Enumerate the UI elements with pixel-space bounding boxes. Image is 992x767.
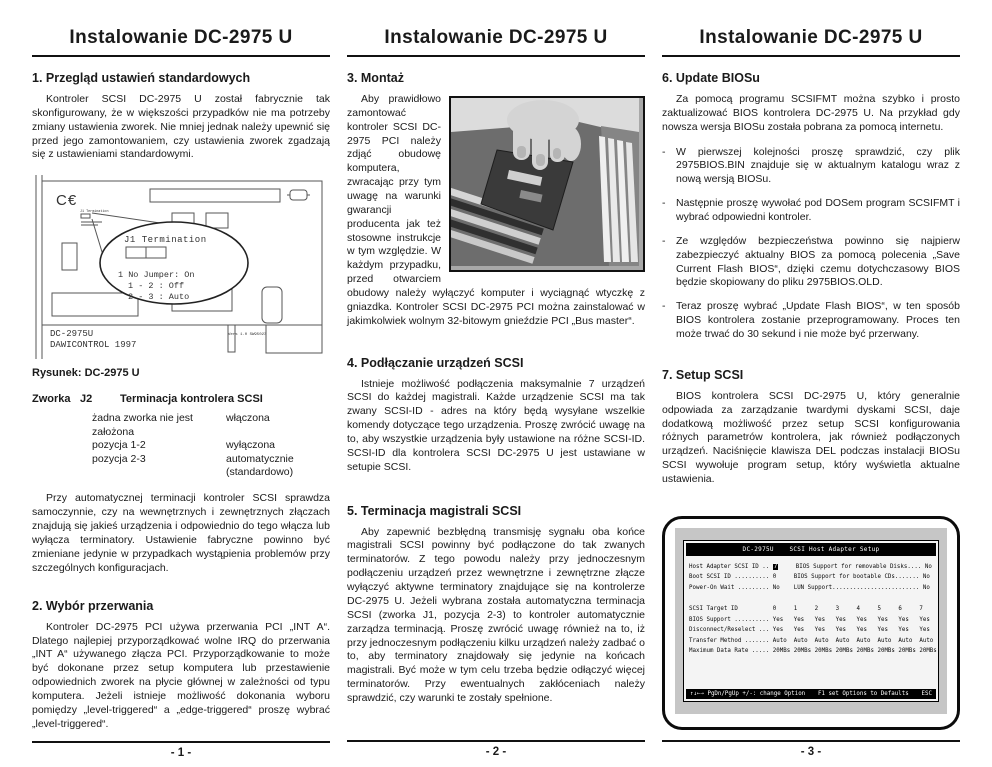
installation-photo	[449, 96, 645, 272]
section-6-paragraph: Za pomocą programu SCSIFMT można szybko i prosto zaktualizować BIOS kontrolera DC-2975 U. Na przykład gdy nowsza wersja BIOSu została pobrana za pomocą internetu.	[662, 93, 960, 133]
section-3-title: 3. Montaż	[347, 71, 404, 85]
callout-title: J1 Termination	[124, 235, 207, 246]
column-1-footer	[32, 741, 330, 767]
bios-line: Power-On Wait ......... No LUN Support......................... No	[689, 585, 930, 591]
callout-line-3: 2 - 3 : Auto	[128, 292, 190, 303]
page-number: - 1 -	[170, 746, 192, 759]
bios-line: Transfer Method ....... Auto Auto Auto Auto Auto Auto Auto Auto	[689, 637, 934, 644]
page-title: Instalowanie DC-2975 U	[662, 24, 960, 57]
bios-footer-defaults: F1 set Options to Defaults	[817, 690, 909, 697]
section-6-title: 6. Update BIOSu	[662, 71, 760, 85]
section-1-paragraph: Kontroler SCSI DC-2975 U został fabrycznie tak skonfigurowany, że w większości przypadków nie ma potrzeby zmiany ustawienia zworek. Nie mniej jednak należy upewnić się przed jego zamontowaniem, czy ustawienia zworek zgadzają się z ustawieniami standardowymi.	[32, 93, 330, 161]
installation-photo-drawing	[451, 98, 639, 266]
bios-update-steps	[662, 146, 960, 352]
board-label: DC-2975U	[50, 329, 94, 340]
callout-line-1: 1 No Jumper: On	[118, 270, 195, 281]
bios-setup-screen	[662, 516, 960, 730]
board-version-label: Vers 1.0 SW95023	[228, 333, 267, 338]
board-vendor-label: DAWICONTROL 1997	[50, 340, 137, 351]
card-diagram-drawing	[32, 175, 330, 359]
page-number: - 3 -	[800, 746, 822, 758]
list-item: - W pierwszej kolejności proszę sprawdzić, czy plik 2975BIOS.BIN znajduje się w aktualnym katalogu wraz z nową wersją BIOSu.	[662, 145, 960, 186]
column-3-footer	[662, 740, 960, 766]
page-title: Instalowanie DC-2975 U	[347, 24, 645, 57]
section-1-title: 1. Przegląd ustawień standardowych	[32, 71, 251, 85]
section-1-paragraph-2: Przy automatycznej terminacji kontroler SCSI sprawdza samoczynnie, czy na wewnętrznych i zewnętrznych złączach znajdują się jakieś urządzenia i odpowiednio do tego włącza lub wyłącza terminatory. Ustawienie fabryczne powinno być zmieniane jedynie w przypadkach wystąpienia problemów przy szczególnych konfiguracjach.	[32, 492, 330, 574]
jumper-table-header	[32, 393, 330, 405]
bios-footer-esc: ESC	[921, 690, 932, 697]
section-4-title: 4. Podłączanie urządzeń SCSI	[347, 355, 524, 370]
jumper-table	[32, 393, 330, 479]
bios-screen-bezel	[675, 528, 947, 714]
section-5-paragraph: Aby zapewnić bezbłędną transmisję sygnału oba końce magistrali SCSI powinny być podłączone do tak zwanych terminatorów. Z tego powodu należy przy jednoczesnym podłączeniu urządzeń przez wewnętrzne i zewnętrzne złącze wyłączyć aktywne terminatory znajdujące się na kontrolerze DC-2975 U. Jeżeli wybrana została automatyczna terminacja SCSI (zworka J1, pozycja 2-3) to kontroler automatycznie zarządza terminacją. Proszę zwrócić uwagę również na to, iż przy jednoczesnym podłączeniu kilku urządzeń należy zadbać o to, aby terminatory znajdowały się jedynie na końcach magistrali. Być może w tym celu trzeba będzie odłączyć więcej terminatorów. Przy ewentualnych zakłóceniach należy sprawdzić, czy warunki te zostały spełnione.	[347, 525, 645, 704]
column-1	[32, 24, 330, 766]
j1-site-label: J1 Termination	[80, 210, 109, 215]
section-4-paragraph: Istnieje możliwość podłączenia maksymalnie 7 urządzeń SCSI do każdej magistrali. Każde urządzenie SCSI ma tak zwany SCSI-ID - adres na który będą wysyłane wszelkie komendy dotyczące tego urządzenia. Proszę zwrócić uwagę na to, aby wszystkie urządzenia były ustawione na różne SCSI-ID. SCSI-ID dla kontrolera SCSI DC-2975 U jest ustawiane w setupie SCSI.	[347, 377, 645, 473]
bios-line: Maximum Data Rate ..... 20MBs 20MBs 20MBs 20MBs 20MBs 20MBs 20MBs 20MBs	[689, 648, 937, 655]
bios-title-bar: DC-2975U SCSI Host Adapter Setup	[686, 543, 936, 556]
section-2-paragraph: Kontroler DC-2975 PCI używa przerwania PCI „INT A“. Dlatego najlepiej przyporządkować wolne IRQ do przerwania „INT A“ używanego złącza PCI. Przyporządkowanie to może być dokonane przez setup komputera lub przestawienie odpowiednich zworek na płycie głównej w zależności od typu komputera. Jeżeli istnieje możliwość dokonania wyboru pomiędzy „level-triggered“ a „edge-triggered“ proszę wybrać „level-triggered“.	[32, 620, 330, 730]
card-diagram	[32, 175, 330, 359]
page-number: - 2 -	[485, 746, 507, 758]
montage-block	[347, 93, 645, 338]
bios-body	[686, 556, 936, 689]
column-2	[347, 24, 645, 766]
bios-footer-bar	[686, 689, 936, 699]
jumper-col-zworka: Zworka	[32, 393, 71, 406]
external-port-icon	[290, 190, 307, 200]
bios-line: Boot SCSI ID .......... 0 BIOS Support for bootable CDs....... No	[689, 574, 930, 581]
column-2-footer	[347, 740, 645, 766]
selected-value: 7	[773, 563, 778, 570]
list-item: - Ze względów bezpieczeństwa powinno się najpierw zabezpieczyć aktualny BIOS za pomocą polecenia „Save Current Flash BIOS“, dzięki czemu dotychczasowy BIOS będzie skopiowany do pliku 2975BIOS.OLD.	[662, 234, 960, 289]
section-7-title: 7. Setup SCSI	[662, 367, 744, 382]
jumper-col-j2: J2	[80, 393, 93, 406]
page-title: Instalowanie DC-2975 U	[32, 24, 330, 57]
ce-mark: C€	[56, 192, 78, 210]
table-row: (standardowo)	[226, 466, 294, 479]
table-row: pozycja 2-3 automatycznie	[92, 452, 294, 465]
bios-footer-keys: ↑↓←→ PgDn/PgUp +/-: change Option	[690, 690, 806, 697]
bios-line: SCSI Target ID 0 1 2 3 4 5 6 7	[689, 606, 923, 613]
figure-caption: Rysunek: DC-2975 U	[32, 367, 140, 380]
bios-terminal	[683, 540, 939, 702]
bios-line: BIOS Support .......... Yes Yes Yes Yes Yes Yes Yes Yes	[689, 616, 930, 623]
section-7-paragraph: BIOS kontrolera SCSI DC-2975 U, który generalnie odpowiada za zarządzanie twardymi dyskami SCSI, daje dodatkową możliwość przez setup SCSI konfigurowania różnych parametrów kontrolera, jak również podłączonych urządzeń. Naciśnięcie klawisza DEL podczas instalacji BIOSu SCSI wywołuje program setup, który wyświetla aktualne ustawienia.	[662, 389, 960, 486]
callout-line-2: 1 - 2 : Off	[128, 281, 185, 292]
section-2-title: 2. Wybór przerwania	[32, 598, 154, 613]
jumper-col-title: Terminacja kontrolera SCSI	[120, 393, 263, 406]
table-row: żadna zworka nie jest założona włączona	[92, 412, 270, 438]
list-item: - Następnie proszę wywołać pod DOSem program SCSIFMT i wybrać odpowiedni kontroler.	[662, 197, 960, 224]
bios-line-host-id: Host Adapter SCSI ID .. 7 BIOS Support for removable Disks.... No	[689, 563, 932, 570]
bios-line	[689, 594, 933, 605]
section-3-paragraph: Aby prawidłowo zamontować kontroler SCSI DC-2975 PCI należy zdjąć obudowę komputera, zwracając przy tym uwagę na warunki gwarancji producenta jak też stosowne instrukcje w tym względzie. W każdym przypadku, przed otwarciem obudowy należy wyłączyć komputer i wyciągnąć wtyczkę z gniazdka. Kontroler SCSI DC-2975 PCI można zainstalować w jakimkolwiek wolnym 32-bitowym gnieździe PCI „Bus master“.	[347, 93, 645, 327]
bios-line: Disconnect/Reselect ... Yes Yes Yes Yes Yes Yes Yes Yes	[689, 627, 930, 634]
table-row: pozycja 1-2 wyłączona	[92, 439, 276, 452]
column-3	[662, 24, 960, 766]
list-item: - Teraz proszę wybrać „Update Flash BIOS“, w ten sposób BIOS kontrolera zostanie przeprogramowany. Proces ten może trwać do 30 sekund i nie może być przerwany.	[662, 300, 960, 341]
section-5-title: 5. Terminacja magistrali SCSI	[347, 503, 522, 518]
jumper-table-rows	[92, 412, 330, 479]
